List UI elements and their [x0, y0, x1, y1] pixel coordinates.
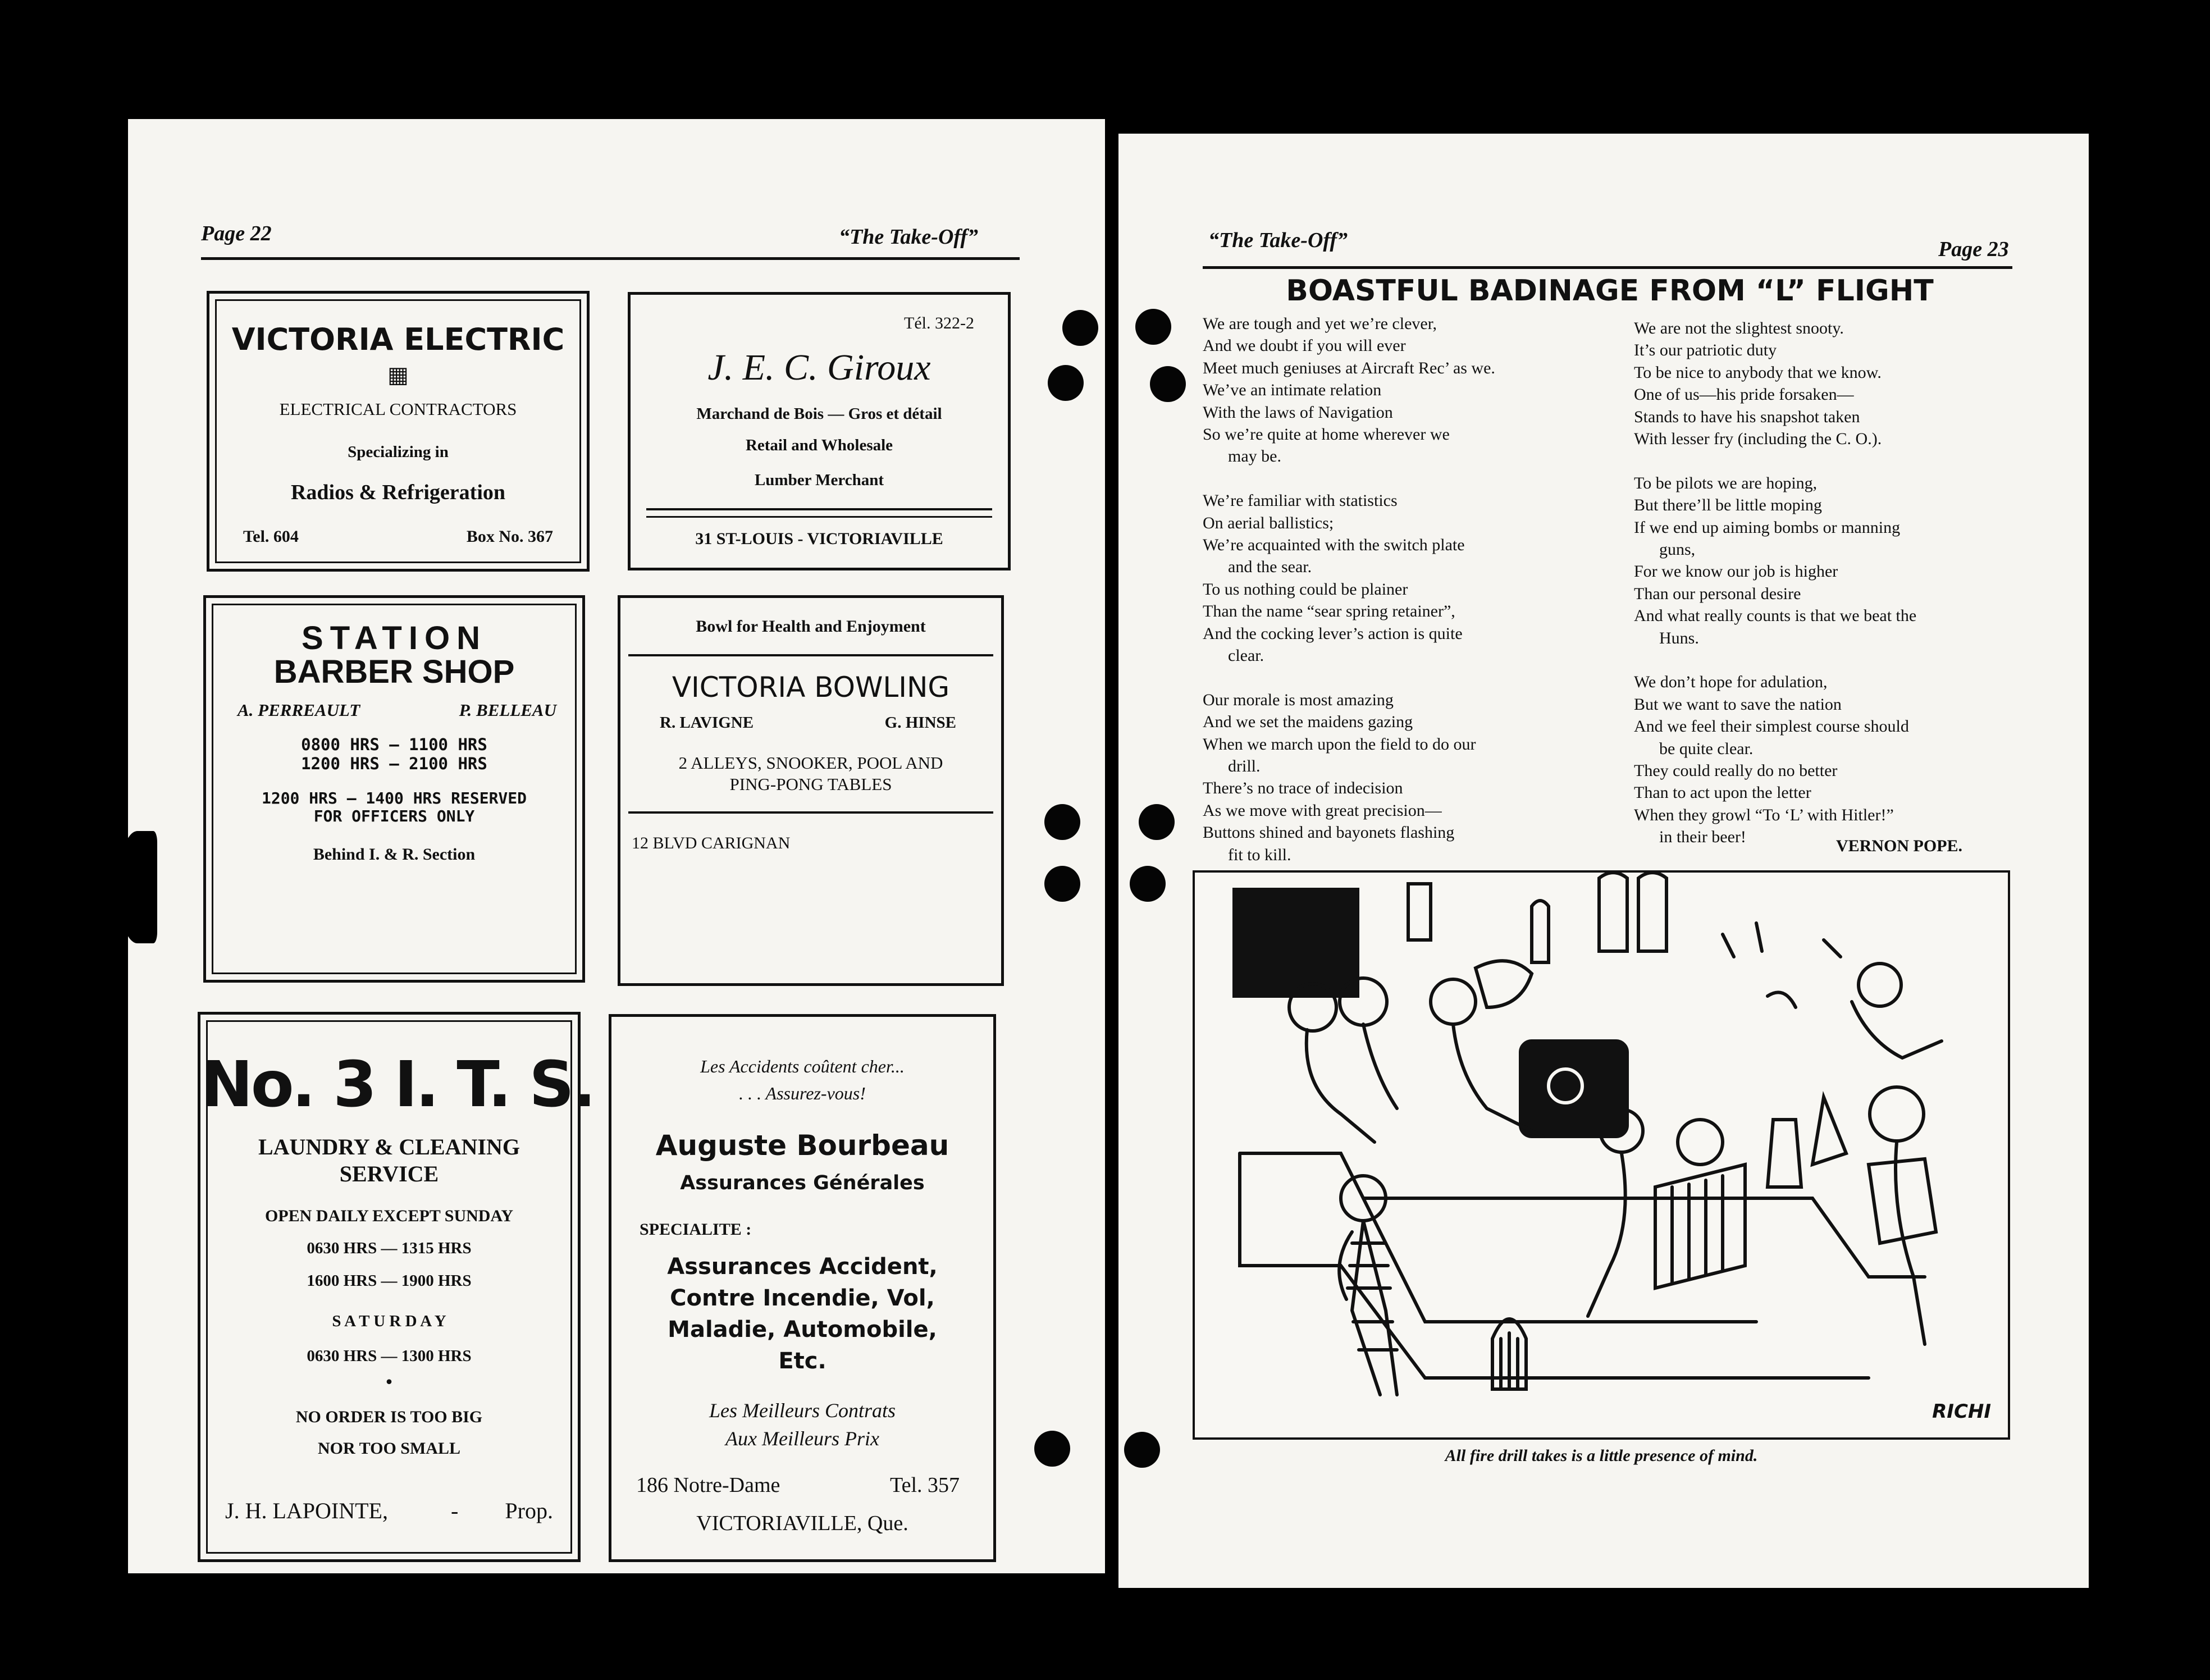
- poem-line: As we move with great precision—: [1203, 801, 1442, 820]
- poem-line: guns,: [1634, 540, 1696, 559]
- poem-line: Our morale is most amazing: [1203, 690, 1394, 709]
- ad-line: Specializing in: [348, 443, 449, 461]
- poem-line: And we feel their simplest course should: [1634, 717, 1909, 736]
- ad-victoria-bowling: [618, 595, 1004, 986]
- header-rule: [1203, 266, 2012, 269]
- ad-title: VICTORIA ELECTRIC: [231, 322, 565, 357]
- bullet-icon: •: [384, 1373, 394, 1393]
- ad-line: Maladie, Automobile,: [668, 1317, 937, 1343]
- ad-tel: Tel. 357: [890, 1473, 960, 1497]
- right-page: [1118, 134, 2089, 1588]
- ad-address: 31 ST-LOUIS - VICTORIAVILLE: [695, 529, 943, 548]
- poem-line: in their beer!: [1634, 828, 1746, 847]
- binder-clip: [118, 831, 157, 943]
- ad-name: P. BELLEAU: [459, 700, 556, 720]
- ad-laundry: [198, 1012, 594, 1562]
- ad-hours: 0800 HRS — 1100 HRS: [301, 735, 487, 754]
- divider: [646, 516, 992, 518]
- divider: [628, 654, 993, 656]
- poem-line: We are not the slightest snooty.: [1634, 319, 1844, 337]
- poem-line: Than the name “sear spring retainer”,: [1203, 602, 1455, 621]
- ad-line: Aux Meilleurs Prix: [725, 1427, 879, 1450]
- ad-line: SERVICE: [339, 1161, 439, 1186]
- poem-line: We are tough and yet we’re clever,: [1203, 314, 1437, 333]
- ad-owner: G. HINSE: [884, 714, 956, 732]
- ad-box: Box No. 367: [466, 527, 553, 546]
- punch-hole: [1048, 365, 1084, 401]
- poem-line: For we know our job is higher: [1634, 562, 1838, 581]
- poem-line: To be pilots we are hoping,: [1634, 473, 1818, 492]
- punch-hole: [1150, 366, 1186, 402]
- ad-script-name: J. E. C. Giroux: [707, 347, 931, 388]
- poem-line: And we doubt if you will ever: [1203, 336, 1406, 355]
- punch-hole: [1135, 309, 1171, 345]
- poem-line: With the laws of Navigation: [1203, 403, 1393, 422]
- publication-title: “The Take-Off”: [1208, 229, 1348, 252]
- ad-reserved: 1200 HRS — 1400 HRS RESERVED: [261, 789, 527, 807]
- poem-line: But there’ll be little moping: [1634, 496, 1822, 515]
- poem-line: drill.: [1203, 757, 1261, 775]
- ad-saturday: S A T U R D A Y: [332, 1312, 446, 1330]
- ad-name: A. PERREAULT: [238, 700, 360, 720]
- ad-open: OPEN DAILY EXCEPT SUNDAY: [264, 1207, 514, 1225]
- poem-line: So we’re quite at home wherever we: [1203, 425, 1450, 444]
- poem-line: It’s our patriotic duty: [1634, 341, 1777, 360]
- poem-line: and the sear.: [1203, 558, 1312, 577]
- ad-tel: Tel. 604: [243, 527, 299, 546]
- poem-line: Buttons shined and bayonets flashing: [1203, 823, 1455, 842]
- poem-line: On aerial ballistics;: [1203, 513, 1334, 532]
- punch-hole: [1044, 804, 1080, 840]
- page-number: Page 22: [201, 222, 272, 245]
- ad-line: Radios & Refrigeration: [290, 481, 506, 504]
- ad-hours: 0630 HRS — 1300 HRS: [307, 1347, 472, 1365]
- ad-title: VICTORIA BOWLING: [672, 671, 950, 704]
- ad-title: STATION: [302, 620, 487, 656]
- punch-hole: [1044, 866, 1080, 902]
- poem-line: may be.: [1203, 447, 1281, 466]
- ad-proprietor-dash: -: [451, 1498, 459, 1523]
- cartoon-illustration: [1193, 870, 2010, 1440]
- poem-line: And we set the maidens gazing: [1203, 713, 1413, 732]
- ad-line: Marchand de Bois — Gros et détail: [696, 405, 942, 423]
- ad-line: NO ORDER IS TOO BIG: [295, 1408, 483, 1426]
- punch-hole: [1130, 866, 1166, 902]
- poem-line: There’s no trace of indecision: [1203, 779, 1403, 798]
- header-rule: [201, 257, 1020, 260]
- ad-line: ELECTRICAL CONTRACTORS: [279, 399, 517, 419]
- divider: [628, 811, 993, 814]
- poem-line: We’ve an intimate relation: [1203, 381, 1382, 400]
- punch-hole: [1124, 1432, 1160, 1468]
- ad-title: BARBER SHOP: [273, 654, 515, 690]
- headline: BOASTFUL BADINAGE FROM “L” FLIGHT: [1286, 274, 1934, 308]
- punch-hole: [1062, 310, 1098, 346]
- poem-line: To us nothing could be plainer: [1203, 579, 1408, 599]
- ad-line: 2 ALLEYS, SNOOKER, POOL AND: [678, 753, 943, 773]
- poem-line: With lesser fry (including the C. O.).: [1634, 430, 1882, 448]
- ad-line: Retail and Wholesale: [745, 436, 893, 454]
- ad-victoria-electric: [207, 291, 590, 572]
- ad-tel: Tél. 322-2: [904, 314, 974, 332]
- logo-icon: ▦: [387, 362, 409, 388]
- ad-barber-shop: [203, 595, 585, 983]
- poem-line: We’re acquainted with the switch plate: [1203, 536, 1465, 554]
- poem-line: And what really counts is that we beat the: [1634, 606, 1917, 626]
- ad-specialty: SPECIALITE :: [640, 1220, 752, 1239]
- poem-line: And the cocking lever’s action is quite: [1203, 624, 1463, 643]
- cartoon-caption: All fire drill takes is a little presence of mind.: [1445, 1446, 1758, 1465]
- punch-hole: [1034, 1431, 1070, 1467]
- left-page: [128, 119, 1105, 1573]
- ad-line: PING-PONG TABLES: [729, 774, 892, 794]
- poem-line: Huns.: [1634, 628, 1699, 647]
- ad-hours: 1200 HRS — 2100 HRS: [301, 754, 487, 773]
- poem-line: clear.: [1203, 646, 1264, 665]
- ad-tagline: . . . Assurez-vous!: [739, 1083, 866, 1103]
- poem-line: When they growl “To ‘L’ with Hitler!”: [1634, 805, 1894, 824]
- poem-line: One of us—his pride forsaken—: [1634, 385, 1854, 404]
- ad-tagline: Bowl for Health and Enjoyment: [696, 617, 926, 636]
- poem-line: When we march upon the field to do our: [1203, 734, 1476, 754]
- ad-reserved: FOR OFFICERS ONLY: [313, 807, 475, 825]
- cartoonist-signature: RICHI: [1932, 1400, 1991, 1423]
- ad-line: NOR TOO SMALL: [318, 1439, 460, 1458]
- ad-title: Auguste Bourbeau: [655, 1129, 949, 1162]
- divider: [646, 508, 992, 510]
- poem-line: To be nice to anybody that we know.: [1634, 363, 1882, 382]
- ad-line: Les Meilleurs Contrats: [709, 1399, 896, 1422]
- page-number: Page 23: [1938, 238, 2009, 261]
- ad-proprietor-label: Prop.: [505, 1498, 553, 1523]
- poem-line: We don’t hope for adulation,: [1634, 673, 1828, 692]
- ad-owner: R. LAVIGNE: [660, 714, 754, 732]
- poem-line: Than to act upon the letter: [1634, 783, 1811, 802]
- publication-title: “The Take-Off”: [839, 225, 979, 249]
- punch-hole: [1139, 804, 1175, 840]
- ad-title: No. 3 I. T. S.: [200, 1048, 594, 1121]
- poem-line: Meet much geniuses at Aircraft Rec’ as we.: [1203, 358, 1495, 377]
- poem-line: fit to kill.: [1203, 845, 1291, 864]
- ad-city: VICTORIAVILLE, Que.: [696, 1512, 908, 1535]
- ad-giroux: [628, 292, 1011, 570]
- ad-hours: 1600 HRS — 1900 HRS: [307, 1272, 472, 1290]
- ad-location: Behind I. & R. Section: [313, 845, 476, 864]
- author: VERNON POPE.: [1836, 837, 1962, 855]
- ad-line: Assurances Accident,: [667, 1254, 938, 1280]
- ad-line: Lumber Merchant: [754, 471, 884, 489]
- poem-line: Stands to have his snapshot taken: [1634, 407, 1860, 426]
- poem-line: be quite clear.: [1634, 739, 1754, 758]
- ad-line: LAUNDRY & CLEANING: [258, 1134, 520, 1159]
- cartoon-drawing: [1195, 873, 2008, 1437]
- ad-insurance: [609, 1014, 996, 1562]
- ad-line: Etc.: [778, 1348, 827, 1374]
- ad-tagline: Les Accidents coûtent cher...: [700, 1056, 905, 1076]
- poem-line: We’re familiar with statistics: [1203, 491, 1398, 510]
- ad-hours: 0630 HRS — 1315 HRS: [307, 1239, 472, 1257]
- poem-line: Than our personal desire: [1634, 584, 1801, 603]
- poem-line: But we want to save the nation: [1634, 695, 1842, 714]
- poem-line: They could really do no better: [1634, 761, 1838, 780]
- ad-subtitle: Assurances Générales: [680, 1172, 925, 1194]
- ad-line: Contre Incendie, Vol,: [670, 1285, 935, 1311]
- ad-address: 186 Notre-Dame: [636, 1473, 780, 1497]
- ad-proprietor: J. H. LAPOINTE,: [225, 1498, 388, 1523]
- poem-line: If we end up aiming bombs or manning: [1634, 518, 1901, 537]
- ad-address: 12 BLVD CARIGNAN: [632, 834, 791, 852]
